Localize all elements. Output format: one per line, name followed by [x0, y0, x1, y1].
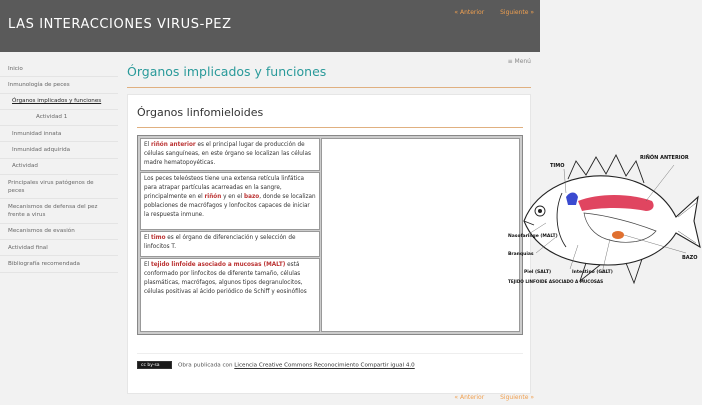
fish-anatomy-diagram [506, 141, 702, 295]
cell-rinon-anterior: El riñón anterior es el principal lugar de producción de células sanguíneas, en este órgano se localizan las células madre hematopoyéticas. [140, 138, 320, 171]
label-tejido-linfoide [508, 279, 603, 284]
site-title[interactable]: LAS INTERACCIONES VIRUS-PEZ [8, 17, 232, 32]
sidebar-item-inmunologia[interactable]: Inmunología de peces [0, 77, 118, 93]
fish-body-outline [524, 176, 700, 265]
eye-pupil [538, 209, 542, 213]
label-timo: TIMO [550, 163, 565, 169]
footer-previous-link[interactable]: « Anterior [454, 394, 485, 401]
label-rinon-anterior: RIÑÓN ANTERIOR [640, 155, 689, 161]
main-content [118, 52, 698, 405]
cell-reticula-linfatica: Los peces teleósteos tiene una extensa retícula linfática para atrapar partículas acarreadas en la sangre, principalmente en el riñón y en el bazo, donde se localizan poblaciones de macrófagos y lonfocitos capaces de iniciar la respuesta inmune. [140, 172, 320, 230]
label-branquias: Branquias [508, 252, 534, 257]
top-header-bar [0, 0, 540, 52]
top-pagination [440, 9, 534, 16]
label-tejido-linfoide-text: TEJIDO LINFOIDE ASOCIADO A MUCOSAS [508, 279, 604, 284]
bazo-organ [612, 231, 624, 239]
term-rinon: riñón [204, 194, 222, 200]
sidebar-item-actividad-1[interactable]: Actividad 1 [0, 110, 118, 126]
sidebar-item-organos[interactable]: Órganos implicados y funciones [0, 94, 118, 110]
label-piel: Piel (SALT) [524, 270, 552, 275]
section-divider [137, 127, 523, 128]
title-divider [127, 87, 531, 88]
page-title: Órganos implicados y funciones [127, 64, 327, 79]
content-card [127, 94, 698, 394]
term-timo: timo [150, 235, 166, 241]
sidebar-navigation [0, 52, 118, 405]
cell-malt: El tejido linfoide asociado a mucosas (MALT) está conformado por linfocitos de diferente tamaño, células plasmáticas, macrófagos, algunos tipos degranulocitos, células positivas al ácido periódico de Schiff y eosinófilos [140, 258, 320, 332]
previous-page-link[interactable]: « Anterior [454, 9, 485, 16]
sidebar-item-inicio[interactable]: Inicio [0, 61, 118, 77]
license-footer [137, 353, 523, 375]
term-rinon-anterior: riñón anterior [150, 142, 196, 148]
sidebar-item-virus-patogenos[interactable]: Principales virus patógenos de peces [0, 175, 118, 199]
license-prefix: Obra publicada con [178, 362, 235, 369]
footer-next-link[interactable]: Siguiente » [500, 394, 534, 401]
label-nasofaringe: Nasofaringe (MALT) [508, 234, 558, 239]
next-page-link[interactable]: Siguiente » [500, 9, 534, 16]
label-bazo: BAZO [682, 255, 698, 261]
cell-timo: El timo es el órgano de diferenciación y selección de linfocitos T. [140, 231, 320, 257]
sidebar-item-actividad[interactable]: Actividad [0, 159, 118, 175]
sidebar-item-bibliografia[interactable]: Bibliografía recomendada [0, 256, 118, 272]
license-link[interactable]: Licencia Creative Commons Reconocimiento Compartir igual 4.0 [234, 362, 415, 369]
section-title: Órganos linfomieloides [137, 106, 264, 119]
sidebar-item-inmunidad-adquirida[interactable]: Inmunidad adquirida [0, 142, 118, 158]
sidebar-item-mecanismos-defensa[interactable]: Mecanismos de defensa del pez frente a virus [0, 199, 118, 223]
sidebar-item-actividad-final[interactable]: Actividad final [0, 240, 118, 256]
sidebar-item-mecanismos-evasion[interactable]: Mecanismos de evasión [0, 224, 118, 240]
cell-fish-figure [321, 138, 698, 332]
term-bazo: bazo [244, 194, 260, 200]
organs-table [137, 135, 698, 335]
term-malt: tejido linfoide asociado a mucosas (MALT) [150, 262, 286, 268]
creative-commons-badge-icon[interactable]: cc by-sa [137, 361, 172, 369]
menu-toggle-button[interactable]: ≡ Menú [507, 58, 531, 65]
sidebar-item-inmunidad-innata[interactable]: Inmunidad innata [0, 126, 118, 142]
label-intestino: Intestino (GALT) [572, 270, 613, 275]
bottom-pagination [440, 394, 534, 401]
